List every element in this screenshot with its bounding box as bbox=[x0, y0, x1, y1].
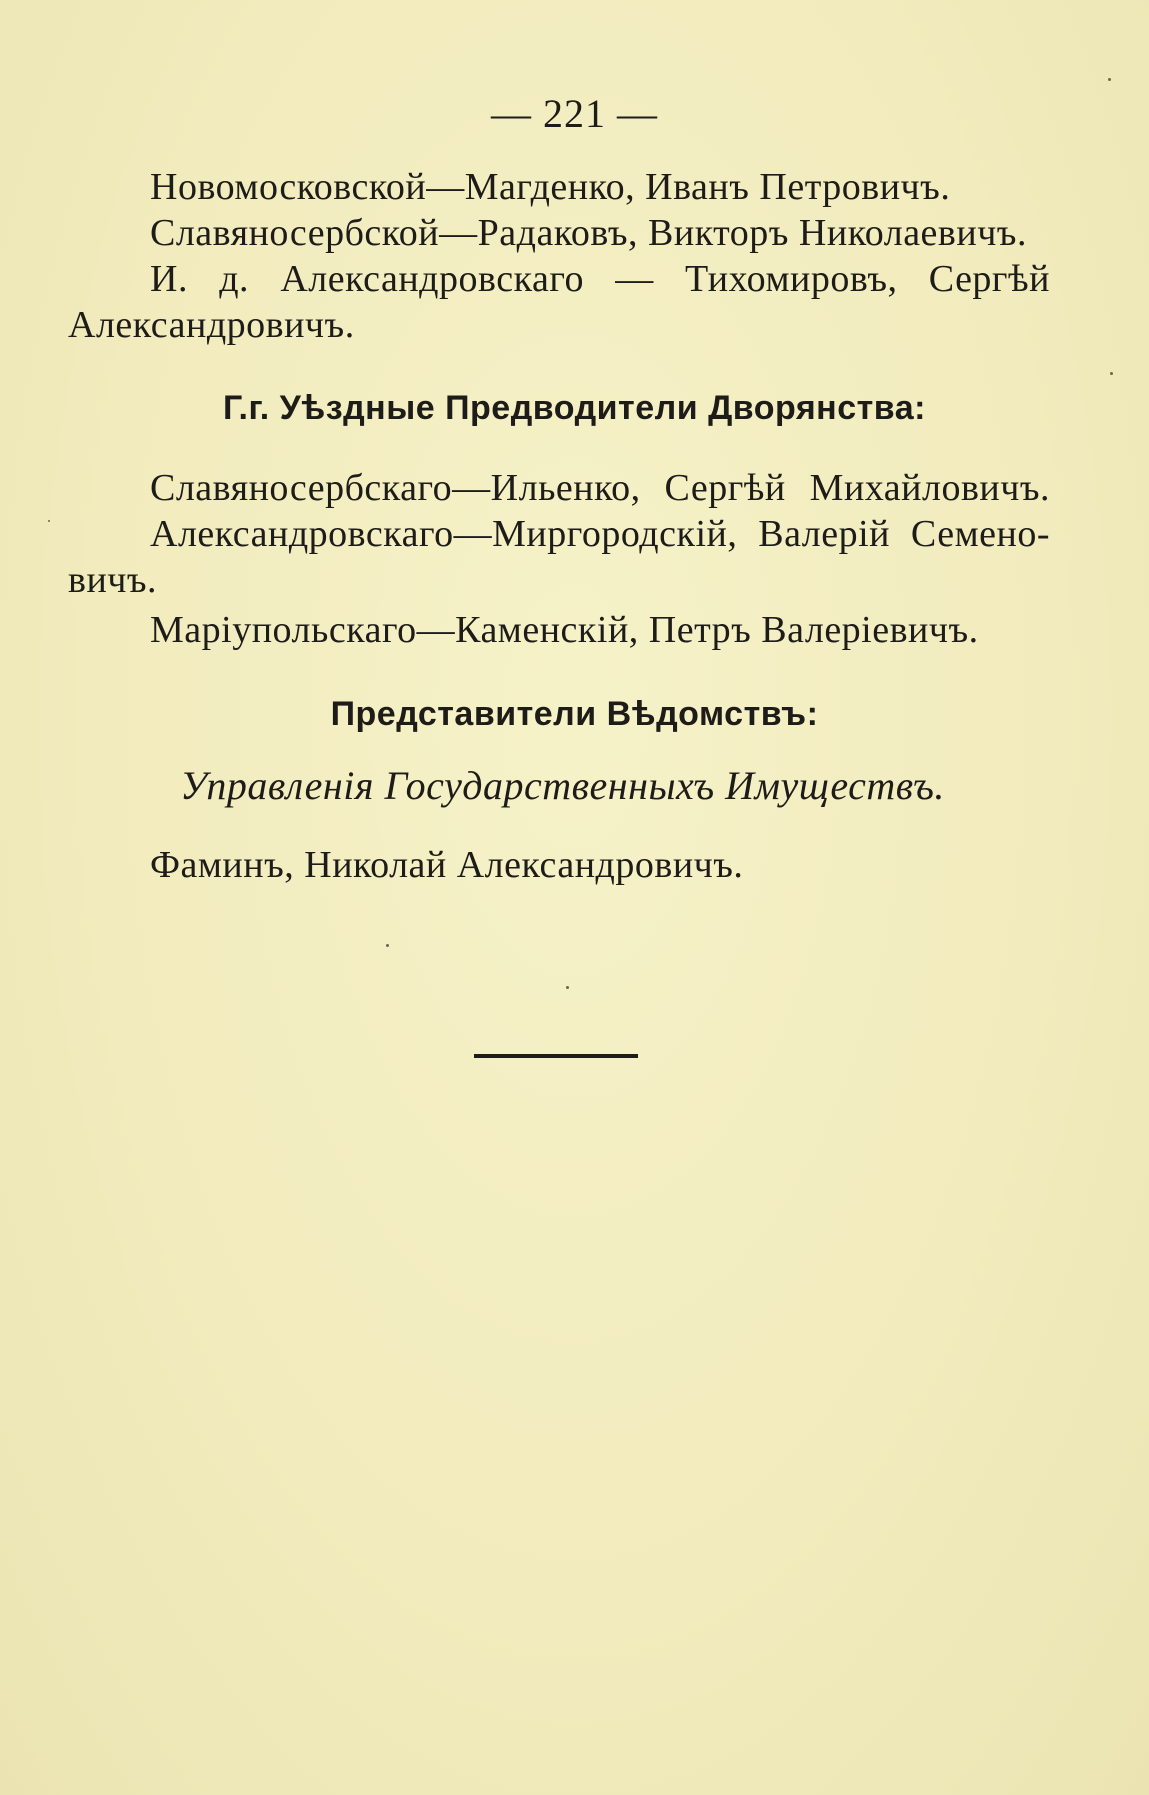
section-heading-marshals: Г.г. Уѣздные Предводители Дворянства: bbox=[223, 389, 926, 427]
paper-speck bbox=[1110, 372, 1113, 375]
entry-line: Славяносербскаго—Ильенко, Сергѣй Михайловичъ. bbox=[150, 467, 1050, 509]
paper-speck bbox=[386, 944, 389, 947]
entry-line: Фаминъ, Николай Александровичъ. bbox=[150, 844, 744, 886]
entry-line-continuation: вичъ. bbox=[68, 559, 158, 601]
paper-speck bbox=[1108, 78, 1111, 81]
entry-line: Новомосковской—Магденко, Иванъ Петровичъ. bbox=[150, 166, 951, 208]
department-subheading: Управленія Государственныхъ Имуществъ. bbox=[180, 763, 945, 808]
page-number: — 221 — bbox=[491, 91, 658, 136]
entry-line-continuation: Александровичъ. bbox=[68, 304, 355, 346]
closing-rule-divider bbox=[474, 1054, 638, 1058]
paper-speck bbox=[566, 986, 569, 989]
entry-line: Славяносербской—Радаковъ, Викторъ Николаевичъ. bbox=[150, 212, 1027, 254]
section-heading-representatives: Представители Вѣдомствъ: bbox=[330, 695, 819, 733]
entry-line: Александровскаго—Миргородскій, Валерій Семено- bbox=[150, 513, 1050, 555]
entry-line: Маріупольскаго—Каменскій, Петръ Валеріевичъ. bbox=[150, 609, 979, 651]
entry-line: И. д. Александровскаго — Тихомировъ, Сергѣй bbox=[150, 258, 1050, 300]
paper-speck bbox=[48, 520, 50, 522]
